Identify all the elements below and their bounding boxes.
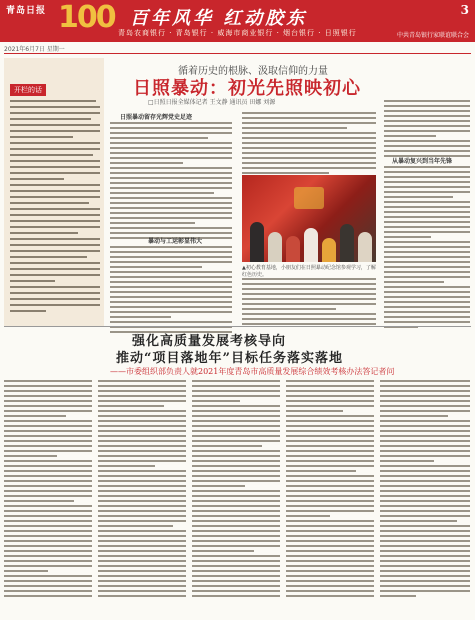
feature-text-col-2b [242,278,376,328]
party-flag-image [294,187,324,209]
column-tag: 开栏的话 [10,84,46,96]
feature-kicker: 循着历史的根脉、汲取信仰的力量 [178,66,328,77]
main-headline-line-2: 推动“项目落地年”目标任务落实落地 [116,351,343,366]
editorial-column [4,58,104,326]
sponsor-label: 中共青岛银行家联谊联合会 [396,32,469,39]
section-heading-a: 日照暴动留存光辉党史足迹 [120,114,193,121]
main-text-col-2 [98,380,186,600]
feature-photo [242,175,376,262]
centennial-emblem: 100 [58,0,115,35]
section-heading-b: 暴动与工运彰显伟大 [148,238,203,245]
section-heading-c: 从暴动复兴到当年先锋 [392,158,453,165]
paper-logo: 青岛日报 [6,6,47,16]
main-text-col-3 [192,380,280,600]
page-number: 3 [460,3,469,17]
feature-text-col-2 [242,112,376,182]
feature-byline: □日照日报全媒体记者 王文静 通讯员 田娜 刘源 [148,99,276,106]
feature-text-col-1b [110,246,232,336]
feature-text-col-3b [384,166,470,331]
masthead-banner [0,0,475,42]
dateline: 2021年6月7日 星期一 [4,44,471,54]
feature-text-col-3 [384,100,470,160]
main-text-col-1 [4,380,92,600]
feature-headline: 日照暴动：初光先照映初心 [133,78,361,99]
banner-slogan: 百年风华 红动胶东 [130,8,308,29]
main-text-col-4 [286,380,374,600]
main-text-col-5 [380,380,470,600]
sponsor-banks: 青岛农商银行 · 青岛银行 · 威海市商业银行 · 烟台银行 · 日照银行 [118,29,357,37]
editorial-text [10,100,100,316]
section-divider [4,326,471,327]
main-subheadline: ——市委组织部负责人就2021年度青岛市高质量发展综合绩效考核办法答记者问 [110,367,395,376]
photo-caption: ▲初心教育基地，小朋友们在日照暴动纪念馆参观学习，了解红色历史。 [242,265,376,278]
feature-text-col-1 [110,122,232,242]
main-headline-line-1: 强化高质量发展考核导向 [132,334,287,349]
